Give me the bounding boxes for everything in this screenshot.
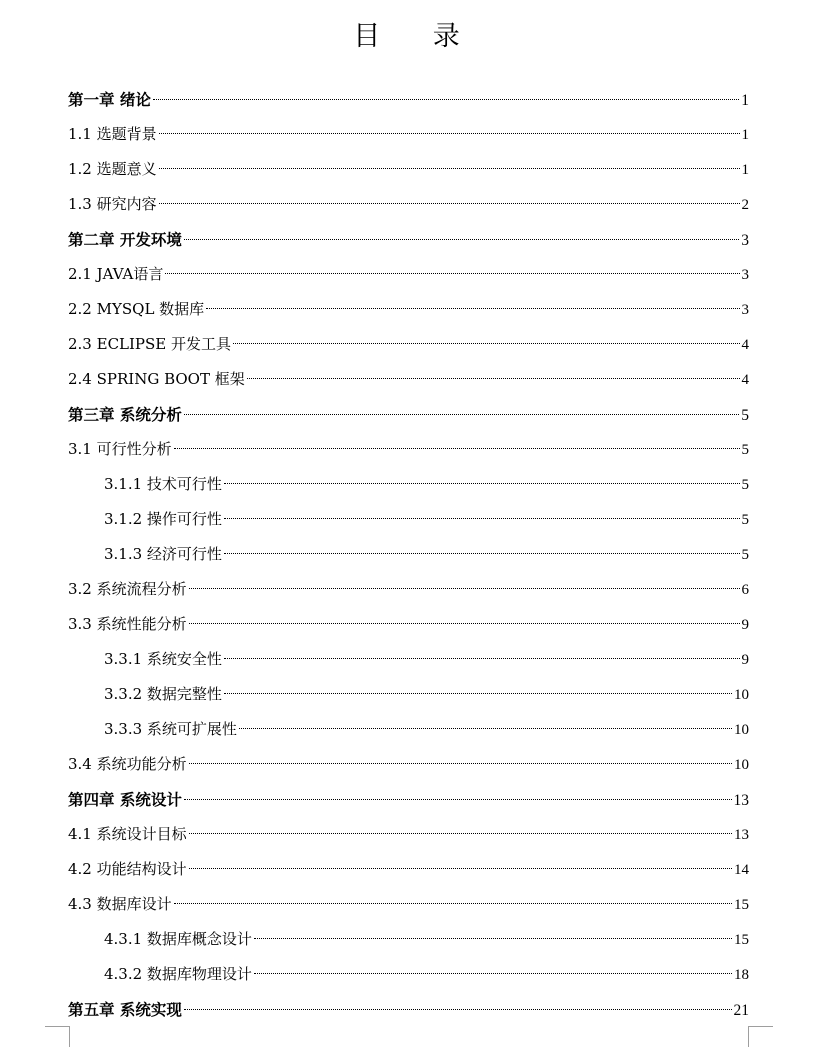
toc-entry[interactable] <box>68 712 749 747</box>
toc-entry-label: 4.3.2 数据库物理设计 <box>104 965 252 983</box>
toc-entry-page-number: 13 <box>734 827 749 843</box>
toc-entry-page-number: 3 <box>741 267 749 283</box>
toc-entry-page-number: 21 <box>733 1002 749 1019</box>
toc-entry-label: 第一章 绪论 <box>68 90 151 109</box>
toc-entry-page-number: 10 <box>734 687 749 703</box>
toc-entry-label: 3.1.1 技术可行性 <box>104 475 222 493</box>
toc-entry-label: 2.2 MYSQL 数据库 <box>68 300 205 318</box>
toc-dot-leader <box>184 1009 732 1010</box>
toc-dot-leader <box>189 833 732 834</box>
toc-entry-page-number: 1 <box>741 162 749 178</box>
toc-entry[interactable] <box>68 852 749 887</box>
toc-entry-page-number: 5 <box>741 477 749 493</box>
toc-dot-leader <box>174 903 732 904</box>
toc-entry-page-number: 5 <box>741 407 749 424</box>
toc-entry[interactable] <box>68 362 749 397</box>
toc-entry-page-number: 5 <box>741 512 749 528</box>
toc-entry[interactable] <box>68 747 749 782</box>
toc-entry-label: 第四章 系统设计 <box>68 790 182 809</box>
toc-entry-page-number: 13 <box>733 792 749 809</box>
page-corner-mark-right <box>748 1026 773 1047</box>
toc-dot-leader <box>184 239 739 240</box>
toc-dot-leader <box>165 273 739 274</box>
toc-entry-label: 2.1 JAVA语言 <box>68 265 164 283</box>
toc-dot-leader <box>224 658 740 659</box>
toc-entry-label: 3.1 可行性分析 <box>68 440 172 458</box>
toc-dot-leader <box>189 868 732 869</box>
toc-entry[interactable] <box>68 222 749 257</box>
toc-entry-page-number: 6 <box>741 582 749 598</box>
toc-dot-leader <box>254 973 732 974</box>
toc-dot-leader <box>153 99 739 100</box>
toc-entry[interactable] <box>68 502 749 537</box>
toc-dot-leader <box>174 448 740 449</box>
toc-entry-label: 3.3 系统性能分析 <box>68 615 187 633</box>
toc-dot-leader <box>184 799 732 800</box>
toc-entry-label: 3.4 系统功能分析 <box>68 755 187 773</box>
toc-entry[interactable] <box>68 817 749 852</box>
toc-entry-page-number: 10 <box>734 722 749 738</box>
toc-entry-page-number: 3 <box>741 232 749 249</box>
toc-entry-page-number: 9 <box>741 617 749 633</box>
toc-entry-page-number: 14 <box>734 862 749 878</box>
table-of-contents <box>68 82 749 1027</box>
toc-entry[interactable] <box>68 537 749 572</box>
toc-dot-leader <box>189 588 740 589</box>
toc-entry-page-number: 4 <box>741 372 749 388</box>
toc-entry-page-number: 1 <box>741 127 749 143</box>
toc-entry-page-number: 9 <box>741 652 749 668</box>
toc-entry-label: 4.1 系统设计目标 <box>68 825 187 843</box>
toc-entry[interactable] <box>68 677 749 712</box>
toc-dot-leader <box>254 938 732 939</box>
toc-entry-label: 3.2 系统流程分析 <box>68 580 187 598</box>
toc-entry[interactable] <box>68 397 749 432</box>
toc-entry[interactable] <box>68 572 749 607</box>
toc-entry-label: 2.4 SPRING BOOT 框架 <box>68 370 245 388</box>
toc-entry[interactable] <box>68 292 749 327</box>
toc-entry[interactable] <box>68 432 749 467</box>
toc-entry[interactable] <box>68 467 749 502</box>
toc-entry-page-number: 1 <box>741 92 749 109</box>
toc-entry-page-number: 2 <box>741 197 749 213</box>
toc-dot-leader <box>189 623 740 624</box>
toc-entry[interactable] <box>68 187 749 222</box>
toc-entry[interactable] <box>68 887 749 922</box>
toc-dot-leader <box>247 378 740 379</box>
toc-dot-leader <box>224 553 740 554</box>
toc-entry-label: 4.3.1 数据库概念设计 <box>104 930 252 948</box>
toc-dot-leader <box>233 343 739 344</box>
toc-entry-page-number: 18 <box>734 967 749 983</box>
toc-dot-leader <box>224 483 740 484</box>
toc-entry-page-number: 5 <box>741 442 749 458</box>
toc-entry[interactable] <box>68 152 749 187</box>
toc-entry[interactable] <box>68 642 749 677</box>
toc-dot-leader <box>189 763 732 764</box>
toc-entry-label: 3.3.2 数据完整性 <box>104 685 222 703</box>
toc-entry[interactable] <box>68 992 749 1027</box>
toc-entry[interactable] <box>68 257 749 292</box>
toc-entry-label: 3.3.3 系统可扩展性 <box>104 720 237 738</box>
toc-dot-leader <box>159 168 740 169</box>
toc-entry-label: 1.2 选题意义 <box>68 160 157 178</box>
page-corner-mark-left <box>45 1026 70 1047</box>
toc-dot-leader <box>159 133 740 134</box>
toc-entry[interactable] <box>68 607 749 642</box>
toc-entry-page-number: 10 <box>734 757 749 773</box>
page-title: 目 录 <box>353 21 482 52</box>
toc-entry-label: 4.2 功能结构设计 <box>68 860 187 878</box>
toc-entry[interactable] <box>68 782 749 817</box>
toc-entry-label: 第五章 系统实现 <box>68 1000 182 1019</box>
toc-entry-page-number: 15 <box>734 897 749 913</box>
toc-entry-label: 2.3 ECLIPSE 开发工具 <box>68 335 232 353</box>
toc-entry[interactable] <box>68 327 749 362</box>
toc-dot-leader <box>184 414 739 415</box>
toc-entry-label: 第三章 系统分析 <box>68 405 182 424</box>
toc-entry-page-number: 15 <box>734 932 749 948</box>
toc-entry-label: 1.3 研究内容 <box>68 195 157 213</box>
toc-dot-leader <box>224 693 732 694</box>
toc-dot-leader <box>224 518 740 519</box>
toc-entry-label: 4.3 数据库设计 <box>68 895 172 913</box>
toc-entry-page-number: 4 <box>741 337 749 353</box>
toc-dot-leader <box>206 308 739 309</box>
toc-entry-label: 3.1.3 经济可行性 <box>104 545 222 563</box>
toc-entry[interactable] <box>68 82 749 117</box>
toc-entry[interactable] <box>68 957 749 992</box>
toc-entry-label: 第二章 开发环境 <box>68 230 182 249</box>
toc-dot-leader <box>239 728 732 729</box>
toc-entry-page-number: 5 <box>741 547 749 563</box>
toc-entry[interactable] <box>68 922 749 957</box>
toc-dot-leader <box>159 203 740 204</box>
toc-entry-label: 3.3.1 系统安全性 <box>104 650 222 668</box>
toc-entry[interactable] <box>68 117 749 152</box>
toc-entry-label: 1.1 选题背景 <box>68 125 157 143</box>
toc-entry-page-number: 3 <box>741 302 749 318</box>
toc-entry-label: 3.1.2 操作可行性 <box>104 510 222 528</box>
